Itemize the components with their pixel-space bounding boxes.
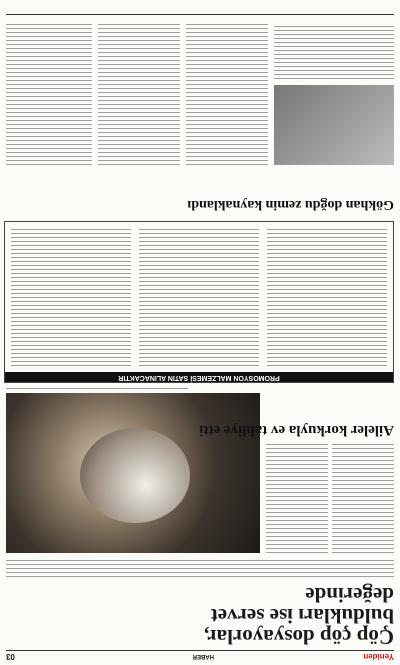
page-footer	[6, 4, 394, 15]
main-headline: Çöp çöp dosyayorlar, buldukları ise servet değerinde	[204, 583, 394, 649]
main-subheadline	[6, 557, 394, 577]
body-text-column	[186, 23, 268, 165]
newspaper-logo: Yeniden	[363, 652, 394, 661]
body-text-column	[6, 385, 188, 389]
page-number: 03	[6, 652, 15, 661]
notice-text-column	[267, 228, 387, 366]
masthead	[6, 650, 394, 661]
notice-text-column	[139, 228, 259, 366]
secondary-headline: Aileler korkuyla ev tahliye etti	[199, 422, 394, 438]
secondary-photo	[274, 85, 394, 165]
body-text-column	[6, 23, 92, 165]
notice-box	[4, 221, 394, 383]
body-text-column	[98, 23, 180, 165]
body-text-column	[274, 23, 394, 79]
section-label: HABER	[192, 653, 214, 659]
photo-subject	[80, 428, 190, 523]
notice-box-title: PROMOSYON MALZEMESİ SATIN ALINACAKTIR	[5, 372, 393, 382]
body-text-column	[332, 443, 394, 553]
main-photo	[6, 393, 260, 553]
notice-text-column	[11, 228, 131, 366]
third-headline: Gökhan doğdu zemin kaynaklandı	[187, 197, 394, 212]
body-text-column	[266, 443, 328, 553]
